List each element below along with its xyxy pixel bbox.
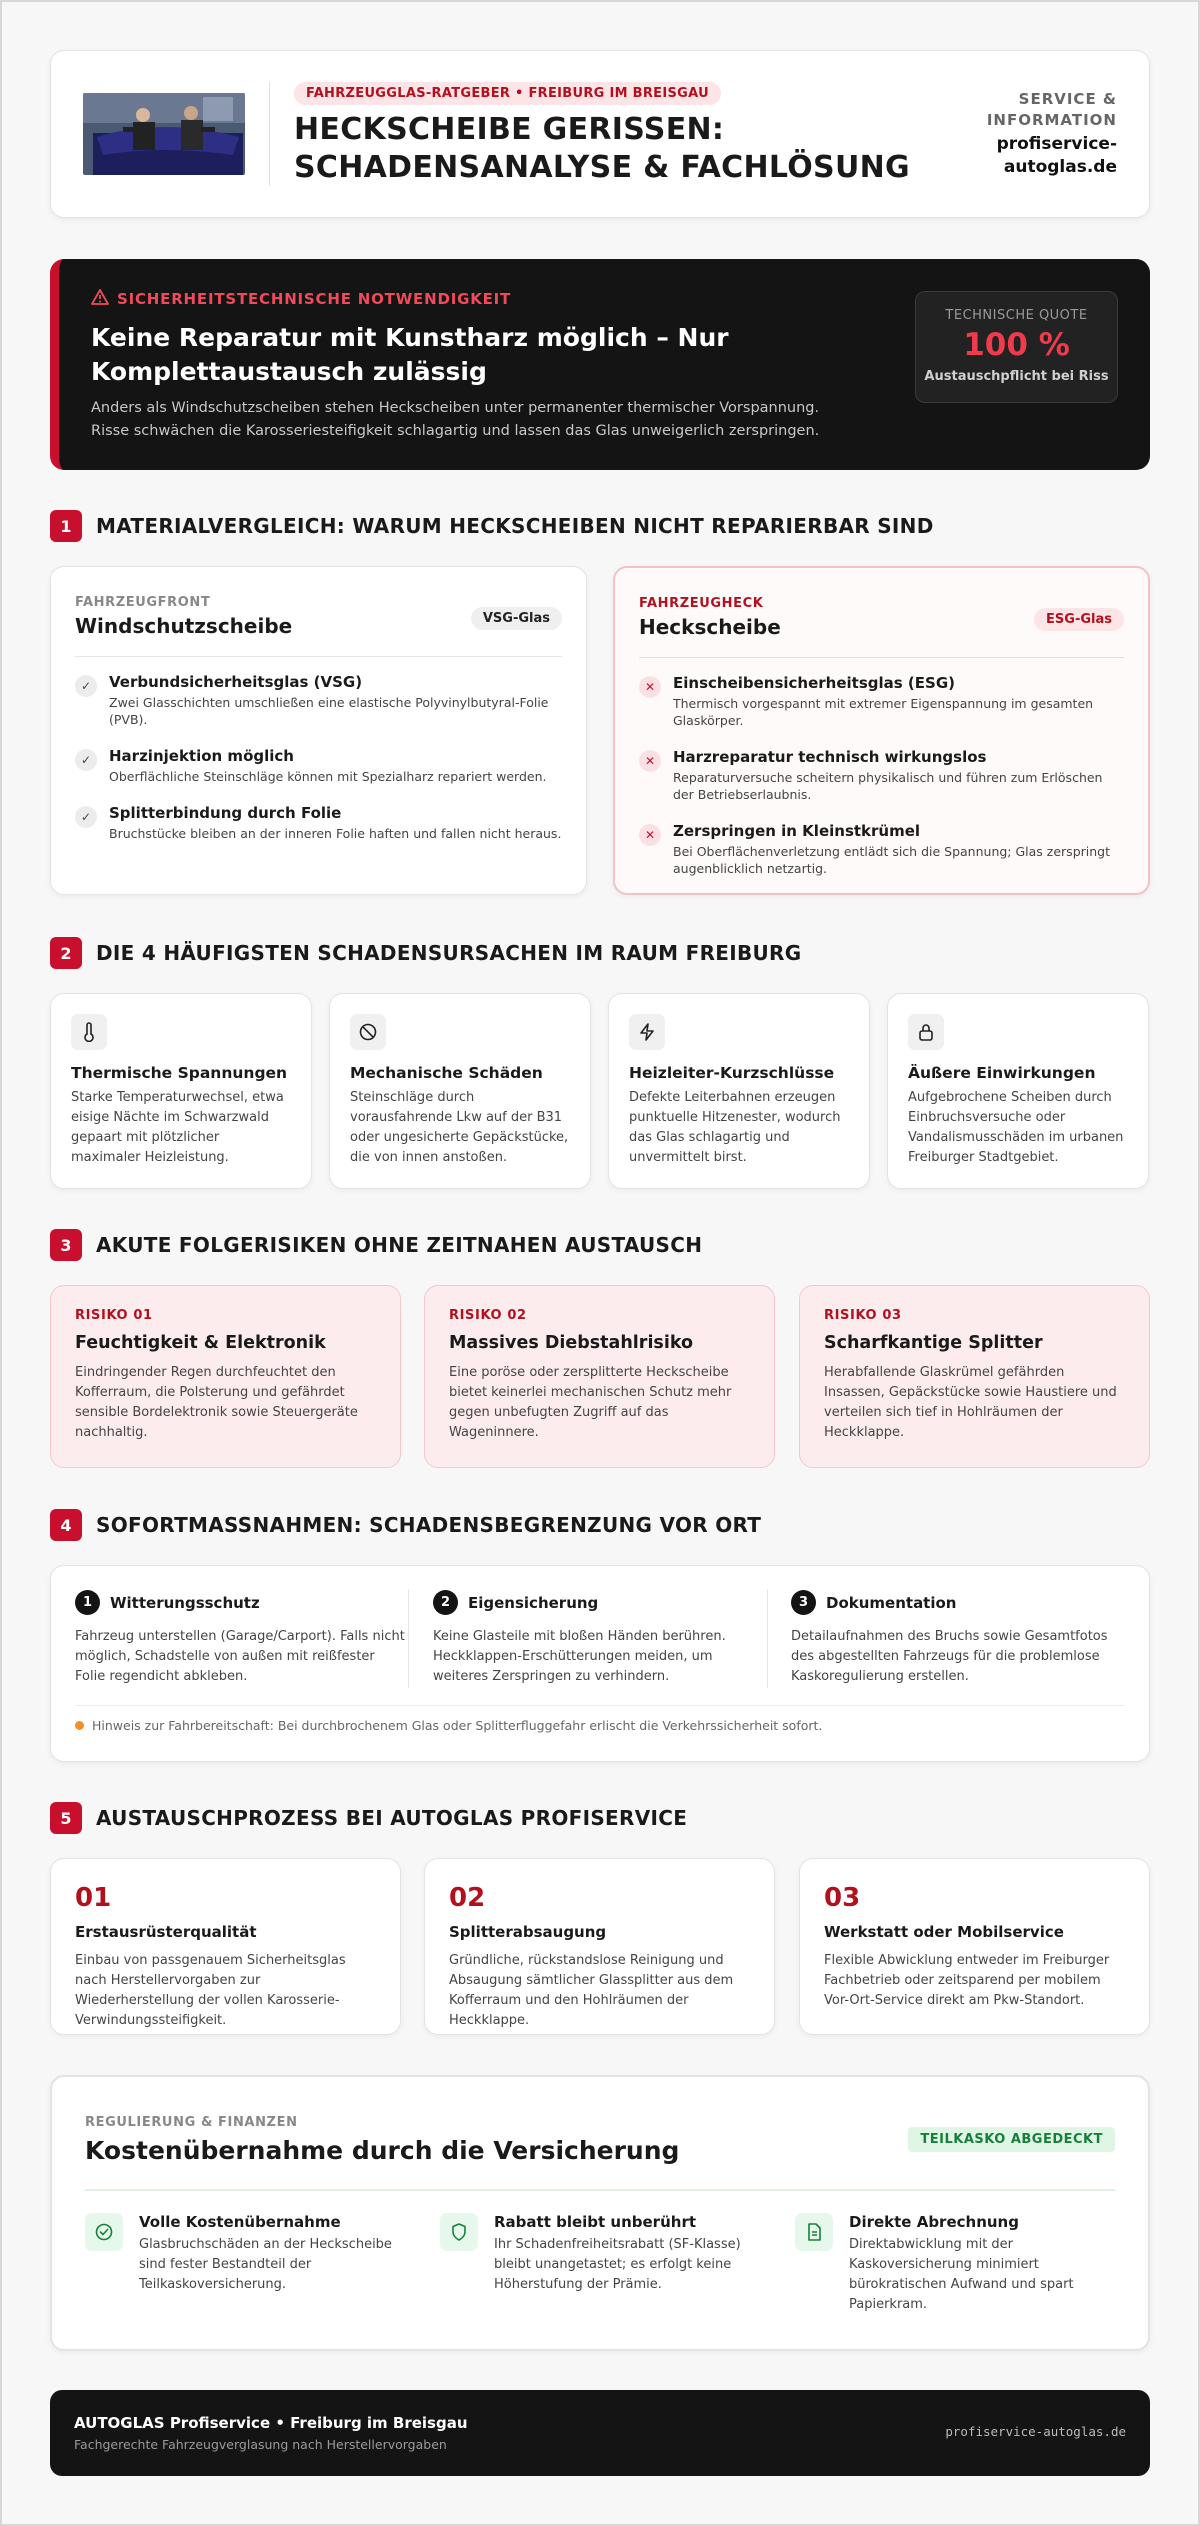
comparison-item (75, 747, 562, 785)
footer-subtitle: Fachgerechte Fahrzeugverglasung nach Herstellervorgaben (74, 2437, 447, 2452)
comparison-kicker: FAHRZEUGFRONT (75, 595, 211, 610)
section-number: 1 (50, 510, 82, 542)
lock-icon (908, 1014, 944, 1050)
section-number: 5 (50, 1802, 82, 1834)
divider (85, 2189, 1115, 2191)
process-step-title: Werkstatt oder Mobilservice (824, 1923, 1064, 1941)
prohibited-icon (350, 1014, 386, 1050)
header-tag: FAHRZEUGGLAS-RATGEBER • FREIBURG IM BREISGAU (294, 82, 721, 105)
glass-type-badge: VSG-Glas (471, 607, 562, 630)
insurance-item-text: Ihr Schadenfreiheitsrabatt (SF-Klasse) bleibt unangetastet; es erfolgt keine Höherstufung der Prämie. (494, 2237, 741, 2292)
insurance-title: Kostenübernahme durch die Versicherung (85, 2136, 680, 2165)
process-step-title: Erstausrüsterqualität (75, 1923, 257, 1941)
measure-title: Witterungsschutz (110, 1593, 260, 1612)
measure-text: Detailaufnahmen des Bruchs sowie Gesamtfotos des abgestellten Fahrzeugs für die problemlose Kaskoregulierung erstellen. (791, 1629, 1108, 1684)
measure-number: 2 (433, 1590, 458, 1615)
comparison-item-title: Harzinjektion möglich (109, 747, 294, 765)
insurance-item (795, 2213, 1115, 2315)
section-5-heading (50, 1802, 687, 1834)
thermometer-icon (71, 1014, 107, 1050)
section-title: AUSTAUSCHPROZESS BEI AUTOGLAS PROFISERVICE (96, 1806, 688, 1830)
insurance-kicker: REGULIERUNG & FINANZEN (85, 2115, 298, 2130)
risk-kicker: RISIKO 01 (75, 1308, 153, 1323)
comparison-item (75, 804, 562, 842)
risk-card (50, 1285, 401, 1468)
service-label: SERVICE & INFORMATION (986, 90, 1117, 129)
comparison-title: Windschutzscheibe (75, 614, 293, 638)
cause-card (329, 993, 591, 1189)
process-step-text: Gründliche, rückstandslose Reinigung und Absaugung sämtlicher Glassplitter aus dem Kofferraum und den Hohlräumen der Heckklappe. (449, 1953, 734, 2028)
process-step-text: Einbau von passgenauem Sicherheitsglas nach Herstellervorgaben zur Wiederherstellung der vollen Karosserie-Verwindungssteifigkeit. (75, 1953, 346, 2028)
risk-card (424, 1285, 775, 1468)
cause-card (887, 993, 1149, 1189)
measure-title: Eigensicherung (468, 1593, 599, 1612)
insurance-item-text: Direktabwicklung mit der Kaskoversicherung minimiert bürokratischen Aufwand und spart Papierkram. (849, 2237, 1074, 2312)
process-step-card (50, 1858, 401, 2035)
comparison-item-text: Thermisch vorgespannt mit extremer Eigenspannung im gesamten Glaskörper. (673, 696, 1094, 728)
comparison-item-text: Bruchstücke bleiben an der inneren Folie haften und fallen nicht heraus. (109, 826, 562, 841)
divider (408, 1590, 409, 1688)
section-title: MATERIALVERGLEICH: WARUM HECKSCHEIBEN NICHT REPARIERBAR SIND (96, 514, 934, 538)
process-step-title: Splitterabsaugung (449, 1923, 607, 1941)
risk-text: Herabfallende Glaskrümel gefährden Insassen, Gepäckstücke sowie Haustiere und verteilen sich tief in Hohlräumen der Heckklappe. (824, 1365, 1117, 1440)
divider (75, 656, 562, 657)
insurance-item (85, 2213, 405, 2295)
quote-label: TECHNISCHE QUOTE (945, 308, 1088, 323)
immediate-measures-card (50, 1565, 1150, 1762)
comparison-item (639, 748, 1124, 803)
check-circle-icon (85, 2213, 123, 2251)
measure-number: 1 (75, 1590, 100, 1615)
measure-text: Fahrzeug unterstellen (Garage/Carport). Falls nicht möglich, Schadstelle von außen mit reißfester Folie regendicht abkleben. (75, 1629, 405, 1684)
insurance-item-title: Rabatt bleibt unberührt (494, 2213, 697, 2231)
check-icon: ✓ (75, 675, 97, 697)
measure-number: 3 (791, 1590, 816, 1615)
cause-text: Aufgebrochene Scheiben durch Einbruchsversuche oder Vandalismusschäden im urbanen Freiburger Stadtgebiet. (908, 1090, 1124, 1165)
cause-text: Starke Temperaturwechsel, etwa eisige Nächte im Schwarzwald gepaart mit plötzlicher maximaler Heizleistung. (71, 1090, 284, 1165)
cause-card (608, 993, 870, 1189)
section-number: 4 (50, 1509, 82, 1541)
process-step-card (799, 1858, 1150, 2035)
insurance-item-title: Volle Kostenübernahme (139, 2213, 341, 2231)
risk-card (799, 1285, 1150, 1468)
header-domain-link[interactable]: profiservice- autoglas.de (996, 134, 1117, 177)
divider (639, 657, 1124, 658)
measure-item (791, 1590, 1121, 1687)
risk-text: Eindringender Regen durchfeuchtet den Kofferraum, die Polsterung und gefährdet sensible Bordelektronik sowie Steuergeräte nachhaltig. (75, 1365, 358, 1440)
comparison-item-text: Reparaturversuche scheitern physikalisch und führen zum Erlöschen der Betriebserlaubnis. (673, 770, 1103, 802)
hero-image (83, 93, 245, 175)
cause-text: Defekte Leiterbahnen erzeugen punktuelle Hitzenester, wodurch das Glas schlagartig und unvermittelt birst. (629, 1090, 841, 1165)
divider (75, 1705, 1125, 1706)
process-step-number: 02 (449, 1883, 486, 1913)
footer-title: AUTOGLAS Profiservice • Freiburg im Breisgau (74, 2414, 468, 2432)
alert-kicker: SICHERHEITSTECHNISCHE NOTWENDIGKEIT (117, 290, 512, 308)
comparison-item (639, 674, 1124, 729)
cross-icon: ✕ (639, 824, 661, 846)
glass-type-badge: ESG-Glas (1034, 608, 1124, 631)
section-title: AKUTE FOLGERISIKEN OHNE ZEITNAHEN AUSTAUSCH (96, 1233, 703, 1257)
section-3-heading (50, 1229, 702, 1261)
cause-title: Äußere Einwirkungen (908, 1064, 1096, 1082)
risk-kicker: RISIKO 03 (824, 1308, 902, 1323)
process-step-number: 03 (824, 1883, 861, 1913)
shield-icon (440, 2213, 478, 2251)
insurance-item (440, 2213, 760, 2295)
quote-subtitle: Austauschpflicht bei Riss (924, 369, 1109, 384)
check-icon: ✓ (75, 806, 97, 828)
cause-title: Mechanische Schäden (350, 1064, 543, 1082)
comparison-card-windshield (50, 566, 587, 895)
comparison-item-title: Harzreparatur technisch wirkungslos (673, 748, 987, 766)
cause-card (50, 993, 312, 1189)
cross-icon: ✕ (639, 750, 661, 772)
section-2-heading (50, 937, 801, 969)
process-step-card (424, 1858, 775, 2035)
header-divider (269, 82, 270, 186)
comparison-item-title: Verbundsicherheitsglas (VSG) (109, 673, 363, 691)
section-number: 3 (50, 1229, 82, 1261)
measure-text: Keine Glasteile mit bloßen Händen berühren. Heckklappen-Erschütterungen meiden, um weiteres Zerspringen zu verhindern. (433, 1629, 726, 1684)
measure-title: Dokumentation (826, 1593, 957, 1612)
document-icon (795, 2213, 833, 2251)
cause-text: Steinschläge durch vorausfahrende Lkw auf der B31 oder ungesicherte Gepäckstücke, die von innen anstoßen. (350, 1090, 569, 1165)
section-number: 2 (50, 937, 82, 969)
safety-alert (50, 259, 1150, 470)
roadworthiness-note (75, 1718, 822, 1733)
section-4-heading (50, 1509, 761, 1541)
section-title: DIE 4 HÄUFIGSTEN SCHADENSURSACHEN IM RAUM FREIBURG (96, 941, 802, 965)
comparison-title: Heckscheibe (639, 615, 781, 639)
comparison-item-title: Einscheibensicherheitsglas (ESG) (673, 674, 955, 692)
warning-icon (91, 289, 109, 309)
risk-text: Eine poröse oder zersplitterte Heckscheibe bietet keinerlei mechanischen Schutz mehr gegen unbefugten Zugriff auf das Wageninnere. (449, 1365, 732, 1440)
warning-dot-icon (75, 1721, 84, 1730)
process-step-number: 01 (75, 1883, 112, 1913)
comparison-kicker: FAHRZEUGHECK (639, 596, 764, 611)
measure-item (75, 1590, 405, 1687)
section-title: SOFORTMASSNAHMEN: SCHADENSBEGRENZUNG VOR ORT (96, 1513, 762, 1537)
section-1-heading (50, 510, 934, 542)
process-step-text: Flexible Abwicklung entweder im Freiburger Fachbetrieb oder zeitsparend per mobilem Vor-Ort-Service direkt am Pkw-Standort. (824, 1953, 1110, 2008)
risk-title: Scharfkantige Splitter (824, 1333, 1043, 1353)
cause-title: Heizleiter-Kurzschlüsse (629, 1064, 835, 1082)
technical-quote-box (915, 291, 1118, 403)
alert-text: Anders als Windschutzscheiben stehen Heckscheiben unter permanenter thermischer Vorspannung. Risse schwächen die Karosseriesteifigkeit schlagartig und lassen das Glas unweigerlich zerspringen. (91, 400, 820, 439)
insurance-item-title: Direkte Abrechnung (849, 2213, 1019, 2231)
comparison-item (75, 673, 562, 728)
cross-icon: ✕ (639, 676, 661, 698)
coverage-badge: TEILKASKO ABGEDECKT (908, 2127, 1115, 2152)
check-icon: ✓ (75, 749, 97, 771)
comparison-card-rear-window (613, 566, 1150, 895)
divider (767, 1590, 768, 1688)
cause-title: Thermische Spannungen (71, 1064, 288, 1082)
page-title: HECKSCHEIBE GERISSEN: SCHADENSANALYSE & FACHLÖSUNG (294, 111, 910, 185)
comparison-item-title: Zerspringen in Kleinstkrümel (673, 822, 921, 840)
risk-title: Massives Diebstahlrisiko (449, 1333, 694, 1353)
comparison-item-text: Oberflächliche Steinschläge können mit Spezialharz repariert werden. (109, 769, 547, 784)
comparison-item (639, 822, 1124, 877)
alert-title: Keine Reparatur mit Kunstharz möglich – Nur Komplettaustausch zulässig (91, 323, 729, 386)
measure-item (433, 1590, 763, 1687)
page-footer (50, 2390, 1150, 2476)
comparison-item-title: Splitterbindung durch Folie (109, 804, 342, 822)
risk-kicker: RISIKO 02 (449, 1308, 527, 1323)
lightning-icon (629, 1014, 665, 1050)
quote-value: 100 % (963, 327, 1070, 363)
footer-domain-link[interactable]: profiservice-autoglas.de (945, 2424, 1126, 2439)
risk-title: Feuchtigkeit & Elektronik (75, 1333, 326, 1353)
insurance-item-text: Glasbruchschäden an der Heckscheibe sind fester Bestandteil der Teilkaskoversicherung. (139, 2237, 392, 2292)
comparison-item-text: Bei Oberflächenverletzung entlädt sich die Spannung; Glas zerspringt augenblicklich netzartig. (673, 844, 1110, 876)
insurance-card (50, 2075, 1150, 2351)
page-header (50, 50, 1150, 218)
comparison-item-text: Zwei Glasschichten umschließen eine elastische Polyvinylbutyral-Folie (PVB). (109, 695, 549, 727)
note-text: Hinweis zur Fahrbereitschaft: Bei durchbrochenem Glas oder Splitterfluggefahr erlischt die Verkehrssicherheit sofort. (92, 1718, 823, 1733)
